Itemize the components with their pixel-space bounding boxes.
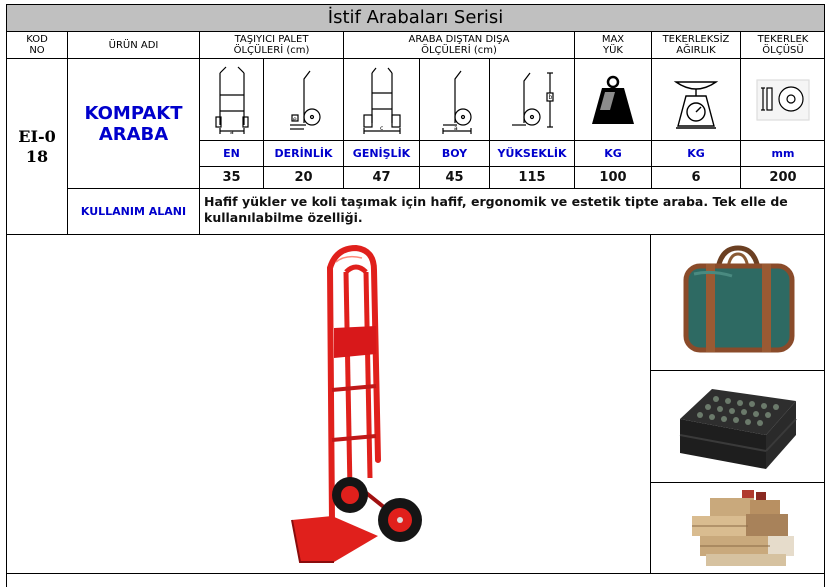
svg-text:a: a bbox=[453, 124, 458, 132]
length-diagram-icon bbox=[420, 59, 489, 140]
label-derinlik: DERİNLİK bbox=[274, 147, 333, 160]
value-en: 35 bbox=[222, 170, 241, 185]
suitcase-image bbox=[672, 240, 806, 365]
header-kod-no: KOD NO bbox=[26, 34, 48, 56]
divider bbox=[650, 370, 825, 371]
value-boy: 45 bbox=[445, 170, 464, 185]
product-name: KOMPAKT ARABA bbox=[84, 102, 183, 145]
width-diagram-icon bbox=[200, 59, 263, 140]
stacked-boxes-image bbox=[680, 486, 806, 570]
divider bbox=[650, 482, 825, 483]
value-agirlik: 6 bbox=[691, 170, 701, 185]
header-max-yuk: MAX YÜK bbox=[601, 34, 625, 56]
svg-text:b: b bbox=[548, 93, 553, 101]
value-yukseklik: 115 bbox=[518, 170, 546, 185]
label-genislik: GENİŞLİK bbox=[352, 147, 411, 160]
header-agirlik: TEKERLEKSİZ AĞIRLIK bbox=[662, 34, 730, 56]
label-yukseklik: YÜKSEKLİK bbox=[497, 147, 567, 160]
page-title: İstif Arabaları Serisi bbox=[7, 5, 824, 31]
divider bbox=[6, 234, 825, 235]
depth-diagram-icon bbox=[264, 59, 343, 140]
header-araba: ARABA DIŞTAN DIŞA ÖLÇÜLERİ (cm) bbox=[408, 34, 510, 56]
hand-truck-image bbox=[270, 240, 450, 570]
label-max-yuk-unit: KG bbox=[604, 147, 622, 160]
value-tekerlek: 200 bbox=[769, 170, 797, 185]
bottle-crate-image bbox=[672, 377, 806, 477]
label-tekerlek-unit: mm bbox=[771, 147, 795, 160]
label-boy: BOY bbox=[441, 147, 468, 160]
divider bbox=[6, 573, 825, 574]
usage-text: Hafif yükler ve koli taşımak için hafif, ergonomik ve estetik tipte araba. Tek elle de kullanılabilme özelliği. bbox=[204, 194, 788, 225]
value-derinlik: 20 bbox=[294, 170, 313, 185]
header-tekerlek: TEKERLEK ÖLÇÜSÜ bbox=[757, 34, 809, 56]
height-diagram-icon bbox=[490, 59, 574, 140]
header-palet: TAŞIYICI PALET ÖLÇÜLERİ (cm) bbox=[233, 34, 310, 56]
weight-icon bbox=[575, 59, 651, 140]
svg-text:e: e bbox=[292, 115, 297, 123]
label-agirlik-unit: KG bbox=[687, 147, 705, 160]
header-urun-adi: ÜRÜN ADI bbox=[108, 39, 159, 51]
breadth-diagram-icon bbox=[344, 59, 419, 140]
svg-text:c: c bbox=[379, 124, 383, 132]
svg-text:a: a bbox=[229, 128, 234, 135]
product-code: EI-018 bbox=[18, 126, 56, 166]
label-en: EN bbox=[223, 147, 240, 160]
usage-label: KULLANIM ALANI bbox=[80, 205, 187, 218]
scale-icon bbox=[652, 59, 740, 140]
value-max-yuk: 100 bbox=[599, 170, 627, 185]
divider bbox=[650, 234, 651, 573]
wheel-icon bbox=[741, 59, 825, 140]
value-genislik: 47 bbox=[372, 170, 391, 185]
